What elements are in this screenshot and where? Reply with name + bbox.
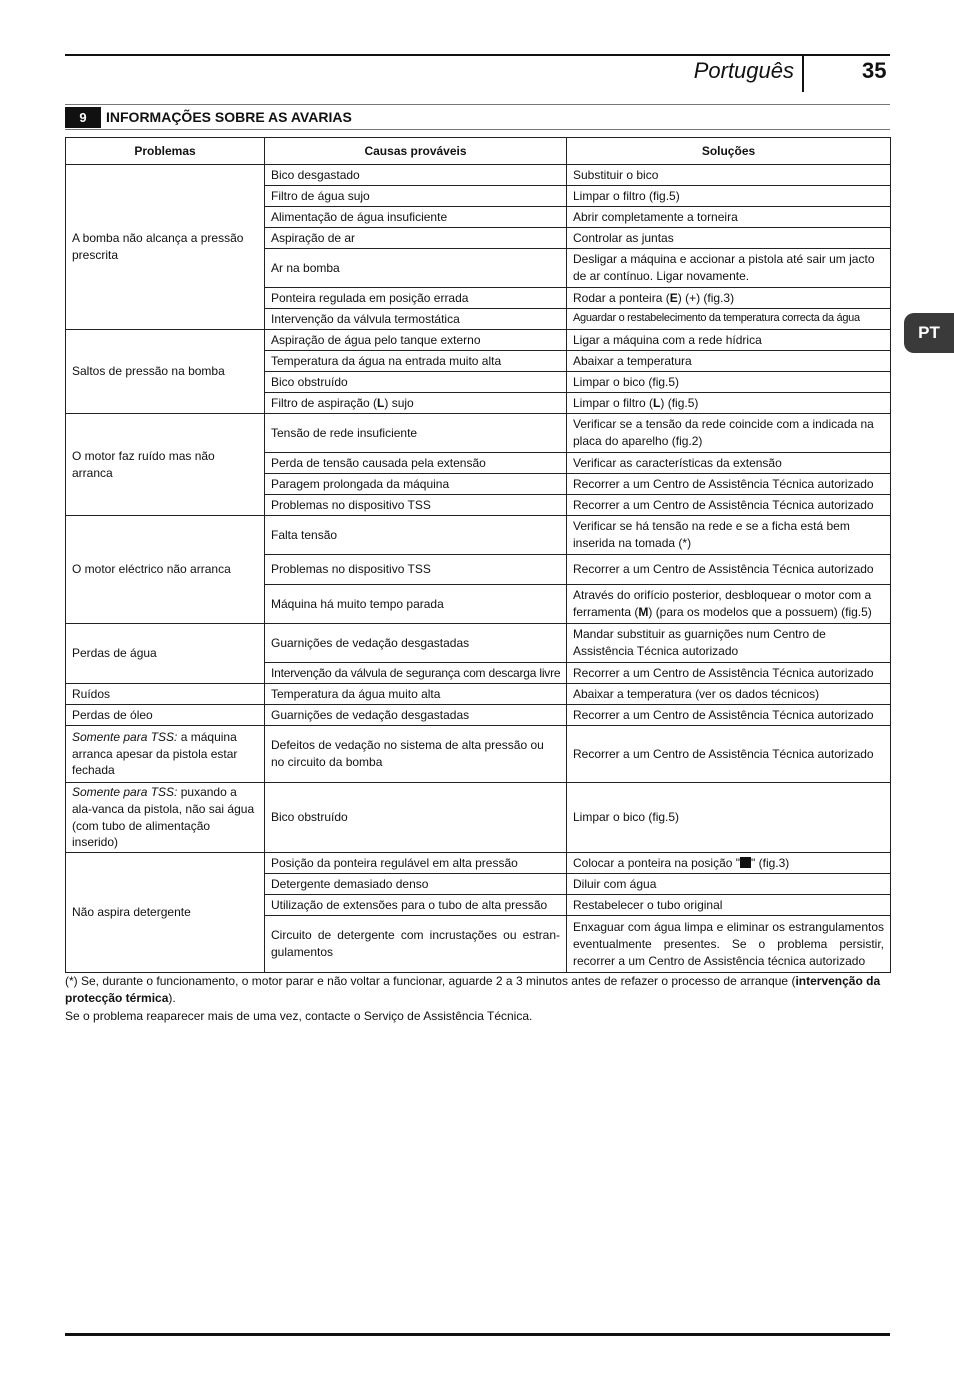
cause-cell: Ar na bomba [265,249,567,288]
solution-cell: Recorrer a um Centro de Assistência Técnica autorizado [567,705,891,726]
table-row [66,165,891,186]
table-row [66,705,891,726]
solution-text: ) (para os modelos que a possuem) (fig.5) [648,605,872,619]
table-row [66,624,891,663]
solution-cell: Abaixar a temperatura [567,351,891,372]
bottom-rule [65,1333,890,1336]
solution-cell: Verificar se há tensão na rede e se a ficha está bem inserida na tomada (*) [567,516,891,555]
solution-text: Limpar o filtro ( [573,395,654,410]
solution-text: ) (fig.5) [660,395,699,410]
solution-cell: Diluir com água [567,874,891,895]
solution-cell [567,585,891,624]
cause-cell: Guarnições de vedação desgastadas [265,624,567,663]
cause-cell: Posição da ponteira regulável em alta pressão [265,853,567,874]
cause-cell: Utilização de extensões para o tubo de alta pressão [265,895,567,916]
solution-cell: Ligar a máquina com a rede hídrica [567,330,891,351]
cause-cell: Paragem prolongada da máquina [265,474,567,495]
cause-cell: Aspiração de ar [265,228,567,249]
table-row [66,330,891,351]
solution-cell [567,288,891,309]
problem-cell: Perdas de óleo [66,705,265,726]
solution-bold-ref: M [638,605,649,619]
footnote [65,973,890,1025]
solution-cell [567,393,891,414]
header-causes: Causas prováveis [265,138,567,165]
solution-cell: Controlar as juntas [567,228,891,249]
problem-cell: Ruídos [66,684,265,705]
cause-cell: Problemas no dispositivo TSS [265,495,567,516]
header-language: Português [693,58,794,83]
cause-cell: Alimentação de água insuficiente [265,207,567,228]
solution-cell: Limpar o bico (fig.5) [567,372,891,393]
cause-cell: Defeitos de vedação no sistema de alta pressão ou no circuito da bomba [265,726,567,783]
cause-cell: Filtro de água sujo [265,186,567,207]
section-rule-bottom [65,129,890,130]
table-row [66,684,891,705]
header-problems: Problemas [66,138,265,165]
header-solutions: Soluções [567,138,891,165]
footnote-bold: intervenção da protecção térmica [65,974,881,1006]
solution-cell: Aguardar o restabelecimento da temperatura correcta da água [567,309,891,330]
cause-cell: Intervenção da válvula de segurança com descarga livre [265,663,567,684]
cause-cell: Temperatura da água muito alta [265,684,567,705]
solution-cell: Restabelecer o tubo original [567,895,891,916]
cause-cell: Ponteira regulada em posição errada [265,288,567,309]
solution-text: Colocar a ponteira na posição " [573,855,741,870]
cause-cell [265,393,567,414]
cause-cell: Tensão de rede insuficiente [265,414,567,453]
page-number: 35 [862,58,887,83]
problem-cell [66,726,265,783]
problem-qualifier: Somente para TSS: [72,785,178,799]
solution-text: " (fig.3) [751,855,790,870]
cause-text: ) sujo [384,395,414,410]
solution-cell [567,853,891,874]
language-side-tab: PT [904,313,954,353]
solution-cell: Verificar as características da extensão [567,453,891,474]
section-title: INFORMAÇÕES SOBRE AS AVARIAS [106,109,352,125]
solution-text: Através do orifício posterior, desbloquear o motor com a ferramenta ( [573,588,872,619]
problem-cell: Saltos de pressão na bomba [66,330,265,414]
solution-text: ) (+) (fig.3) [677,290,735,305]
section-number: 9 [65,107,101,128]
solution-cell: Recorrer a um Centro de Assistência Técnica autorizado [567,726,891,783]
problem-qualifier: Somente para TSS: [72,729,178,744]
section-rule-top [65,104,890,105]
cause-cell: Falta tensão [265,516,567,555]
cause-cell: Aspiração de água pelo tanque externo [265,330,567,351]
solution-bold-ref: L [653,395,661,410]
cause-cell: Intervenção da válvula termostática [265,309,567,330]
solution-cell: Abrir completamente a torneira [567,207,891,228]
footnote-text: ). [168,991,176,1006]
footnote-line-1 [65,973,890,1008]
cause-cell: Circuito de detergente com incrustações ou estran-gulamentos [265,916,567,973]
problem-cell: Perdas de água [66,624,265,684]
cause-cell: Guarnições de vedação desgastadas [265,705,567,726]
cause-cell: Bico obstruído [265,783,567,853]
cause-bold-ref: L [377,395,385,410]
solution-cell: Limpar o bico (fig.5) [567,783,891,853]
problem-cell: O motor faz ruído mas não arranca [66,414,265,516]
problem-text: puxando a ala-vanca da pistola, não sai água (com tubo de alimentação inserido) [72,785,255,850]
solution-cell: Abaixar a temperatura (ver os dados técnicos) [567,684,891,705]
cause-cell: Detergente demasiado denso [265,874,567,895]
solution-bold-ref: E [669,290,678,305]
top-rule [65,54,890,56]
solution-cell: Recorrer a um Centro de Assistência Técnica autorizado [567,555,891,585]
cause-cell: Perda de tensão causada pela extensão [265,453,567,474]
footnote-text: (*) Se, durante o funcionamento, o motor parar e não voltar a funcionar, aguarde 2 a 3 minutos antes de refazer o processo de arranque ( [65,974,796,988]
solution-cell: Limpar o filtro (fig.5) [567,186,891,207]
table-row [66,414,891,453]
cause-cell: Bico obstruído [265,372,567,393]
header-divider [802,56,804,92]
problem-cell: A bomba não alcança a pressão prescrita [66,165,265,330]
solution-text: Rodar a ponteira ( [573,290,670,305]
solution-cell: Recorrer a um Centro de Assistência Técnica autorizado [567,663,891,684]
problem-cell: O motor eléctrico não arranca [66,516,265,624]
troubleshooting-table [65,137,891,973]
problem-cell: Não aspira detergente [66,853,265,973]
table-header-row [66,138,891,165]
cause-text: Filtro de aspiração ( [271,395,378,410]
solution-cell: Enxaguar com água limpa e eliminar os estrangulamentos eventualmente presentes. Se o problema persistir, recorrer a um Centro de Assistência técnica autorizado [567,916,891,973]
table-row [66,516,891,555]
table-row [66,853,891,874]
footnote-line-2: Se o problema reaparecer mais de uma vez, contacte o Serviço de Assistência Técnica. [65,1008,533,1023]
solution-cell: Recorrer a um Centro de Assistência Técnica autorizado [567,474,891,495]
cause-cell: Bico desgastado [265,165,567,186]
solution-cell: Substituir o bico [567,165,891,186]
cause-cell: Máquina há muito tempo parada [265,585,567,624]
table-row [66,783,891,853]
solution-cell: Verificar se a tensão da rede coincide com a indicada na placa do aparelho (fig.2) [567,414,891,453]
solution-cell: Mandar substituir as guarnições num Centro de Assistência Técnica autorizado [567,624,891,663]
table-row [66,726,891,783]
solution-cell: Desligar a máquina e accionar a pistola até sair um jacto de ar contínuo. Ligar novamente. [567,249,891,288]
cause-cell: Problemas no dispositivo TSS [265,555,567,585]
solution-cell: Recorrer a um Centro de Assistência Técnica autorizado [567,495,891,516]
low-pressure-symbol-icon [740,857,751,868]
problem-text: a máquina arranca apesar da pistola estar fechada [72,729,238,778]
cause-cell: Temperatura da água na entrada muito alta [265,351,567,372]
problem-cell [66,783,265,853]
